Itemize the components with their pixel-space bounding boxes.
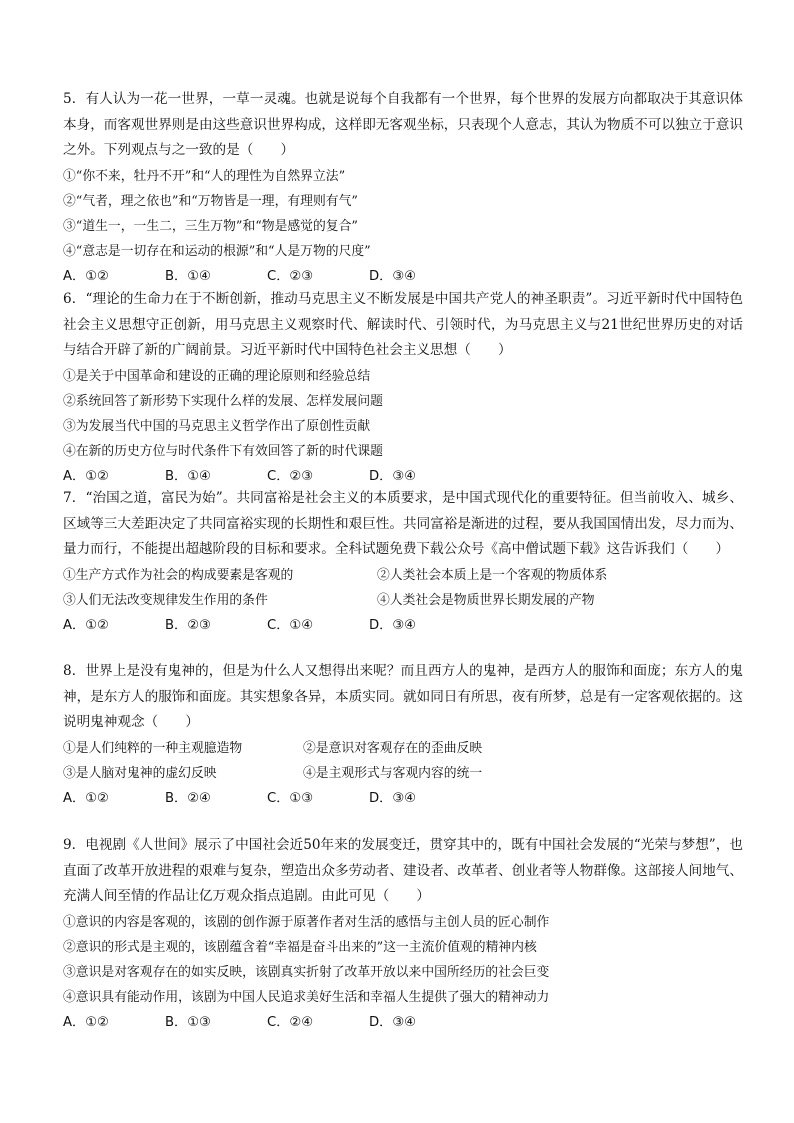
answer-a: A．①②	[63, 468, 109, 484]
option-row	[63, 736, 743, 761]
answer-d: D．③④	[369, 468, 416, 484]
answer-b: B．①④	[165, 268, 211, 284]
answer-a: A．①②	[63, 268, 109, 284]
question-9	[63, 833, 743, 1035]
answer-d: D．③④	[369, 617, 416, 633]
option-1: ①生产方式作为社会的构成要素是客观的	[63, 567, 294, 583]
option-4: ④意识具有能动作用，该剧为中国人民追求美好生活和幸福人生提供了强大的精神动力	[63, 989, 550, 1005]
option-4: ④“意志是一切存在和运动的根源”和“人是万物的尺度”	[63, 243, 371, 259]
question-stem: 9．电视剧《人世间》展示了中国社会近50年来的发展变迁，贯穿其中的，既有中国社会发展的“光荣与梦想”，也直面了改革开放进程的艰难与复杂，塑造出众多劳动者、建设者、改革者、创业者等人物群像。这部接人间地气、充满人间至情的作品让亿万观众指点追剧。由此可见（ ）	[63, 837, 743, 904]
option-1: ①“你不来，牡丹不开”和“人的理性为自然界立法”	[63, 168, 346, 184]
option-2: ②意识的形式是主观的，该剧蕴含着“幸福是奋斗出来的”这一主流价值观的精神内核	[63, 939, 537, 955]
answer-b: B．②③	[165, 617, 211, 633]
option-1: ①是人们纯粹的一种主观臆造物	[63, 740, 243, 756]
answer-b: B．①③	[165, 1014, 211, 1030]
question-7	[63, 486, 743, 638]
option-row	[63, 563, 743, 588]
question-stem: 7．“治国之道，富民为始”。共同富裕是社会主义的本质要求，是中国式现代化的重要特征。但当前收入、城乡、区域等三大差距决定了共同富裕实现的长期性和艰巨性。共同富裕是渐进的过程，要从我国国情出发，尽力而为、量力而行，不能提出超越阶段的目标和要求。全科试题免费下载公众号《高中僧试题下载》这告诉我们（ ）	[63, 490, 743, 557]
option-3: ③人们无法改变规律发生作用的条件	[63, 592, 268, 608]
answer-c: C．②③	[267, 468, 314, 484]
answer-b: B．①④	[165, 468, 211, 484]
option-2: ②人类社会本质上是一个客观的物质体系	[377, 567, 608, 583]
option-4: ④人类社会是物质世界长期发展的产物	[377, 592, 595, 608]
answer-choices	[63, 464, 743, 489]
option-row	[63, 761, 743, 786]
answer-choices	[63, 264, 743, 289]
question-stem: 5．有人认为一花一世界，一草一灵魂。也就是说每个自我都有一个世界，每个世界的发展方向都取决于其意识体本身，而客观世界则是由这些意识世界构成，这样即无客观坐标，只表现个人意志，其认为物质不可以独立于意识之外。下列观点与之一致的是（ ）	[63, 91, 743, 158]
option-3: ③“道生一，一生二，三生万物”和“物是感觉的复合”	[63, 218, 358, 234]
answer-choices	[63, 786, 743, 811]
answer-choices	[63, 1010, 743, 1035]
option-1: ①是关于中国革命和建设的正确的理论原则和经验总结	[63, 368, 371, 384]
option-3: ③是人脑对鬼神的虚幻反映	[63, 765, 217, 781]
option-4: ④是主观形式与客观内容的统一	[303, 765, 483, 781]
answer-c: C．①③	[267, 790, 314, 806]
answer-d: D．③④	[369, 268, 416, 284]
question-stem: 8．世界上是没有鬼神的，但是为什么人又想得出来呢？而且西方人的鬼神，是西方人的服饰和面庞；东方人的鬼神，是东方人的服饰和面庞。其实想象各异，本质实同。就如同日有所思，夜有所梦，总是有一定客观依据的。这说明鬼神观念（ ）	[63, 663, 743, 730]
answer-a: A．①②	[63, 790, 109, 806]
option-2: ②系统回答了新形势下实现什么样的发展、怎样发展问题	[63, 393, 383, 409]
answer-choices	[63, 613, 743, 638]
question-6	[63, 287, 743, 489]
option-4: ④在新的历史方位与时代条件下有效回答了新的时代课题	[63, 443, 383, 459]
answer-c: C．①④	[267, 617, 314, 633]
question-stem: 6．“理论的生命力在于不断创新，推动马克思主义不断发展是中国共产党人的神圣职责”。习近平新时代中国特色社会主义思想守正创新，用马克思主义观察时代、解读时代、引领时代，为马克思主义与21世纪世界历史的对话与结合开辟了新的广阔前景。习近平新时代中国特色社会主义思想（ ）	[63, 291, 743, 358]
answer-c: C．②③	[267, 268, 314, 284]
option-2: ②“气者，理之依也”和“万物皆是一理，有理则有气”	[63, 193, 358, 209]
question-8	[63, 659, 743, 811]
answer-d: D．③④	[369, 790, 416, 806]
answer-c: C．②④	[267, 1014, 314, 1030]
option-3: ③为发展当代中国的马克思主义哲学作出了原创性贡献	[63, 418, 371, 434]
answer-a: A．①②	[63, 617, 109, 633]
option-row	[63, 588, 743, 613]
answer-a: A．①②	[63, 1014, 109, 1030]
answer-b: B．②④	[165, 790, 211, 806]
option-3: ③意识是对客观存在的如实反映，该剧真实折射了改革开放以来中国所经历的社会巨变	[63, 964, 550, 980]
option-2: ②是意识对客观存在的歪曲反映	[303, 740, 483, 756]
answer-d: D．③④	[369, 1014, 416, 1030]
question-5	[63, 87, 743, 289]
option-1: ①意识的内容是客观的，该剧的创作源于原著作者对生活的感悟与主创人员的匠心制作	[63, 914, 550, 930]
